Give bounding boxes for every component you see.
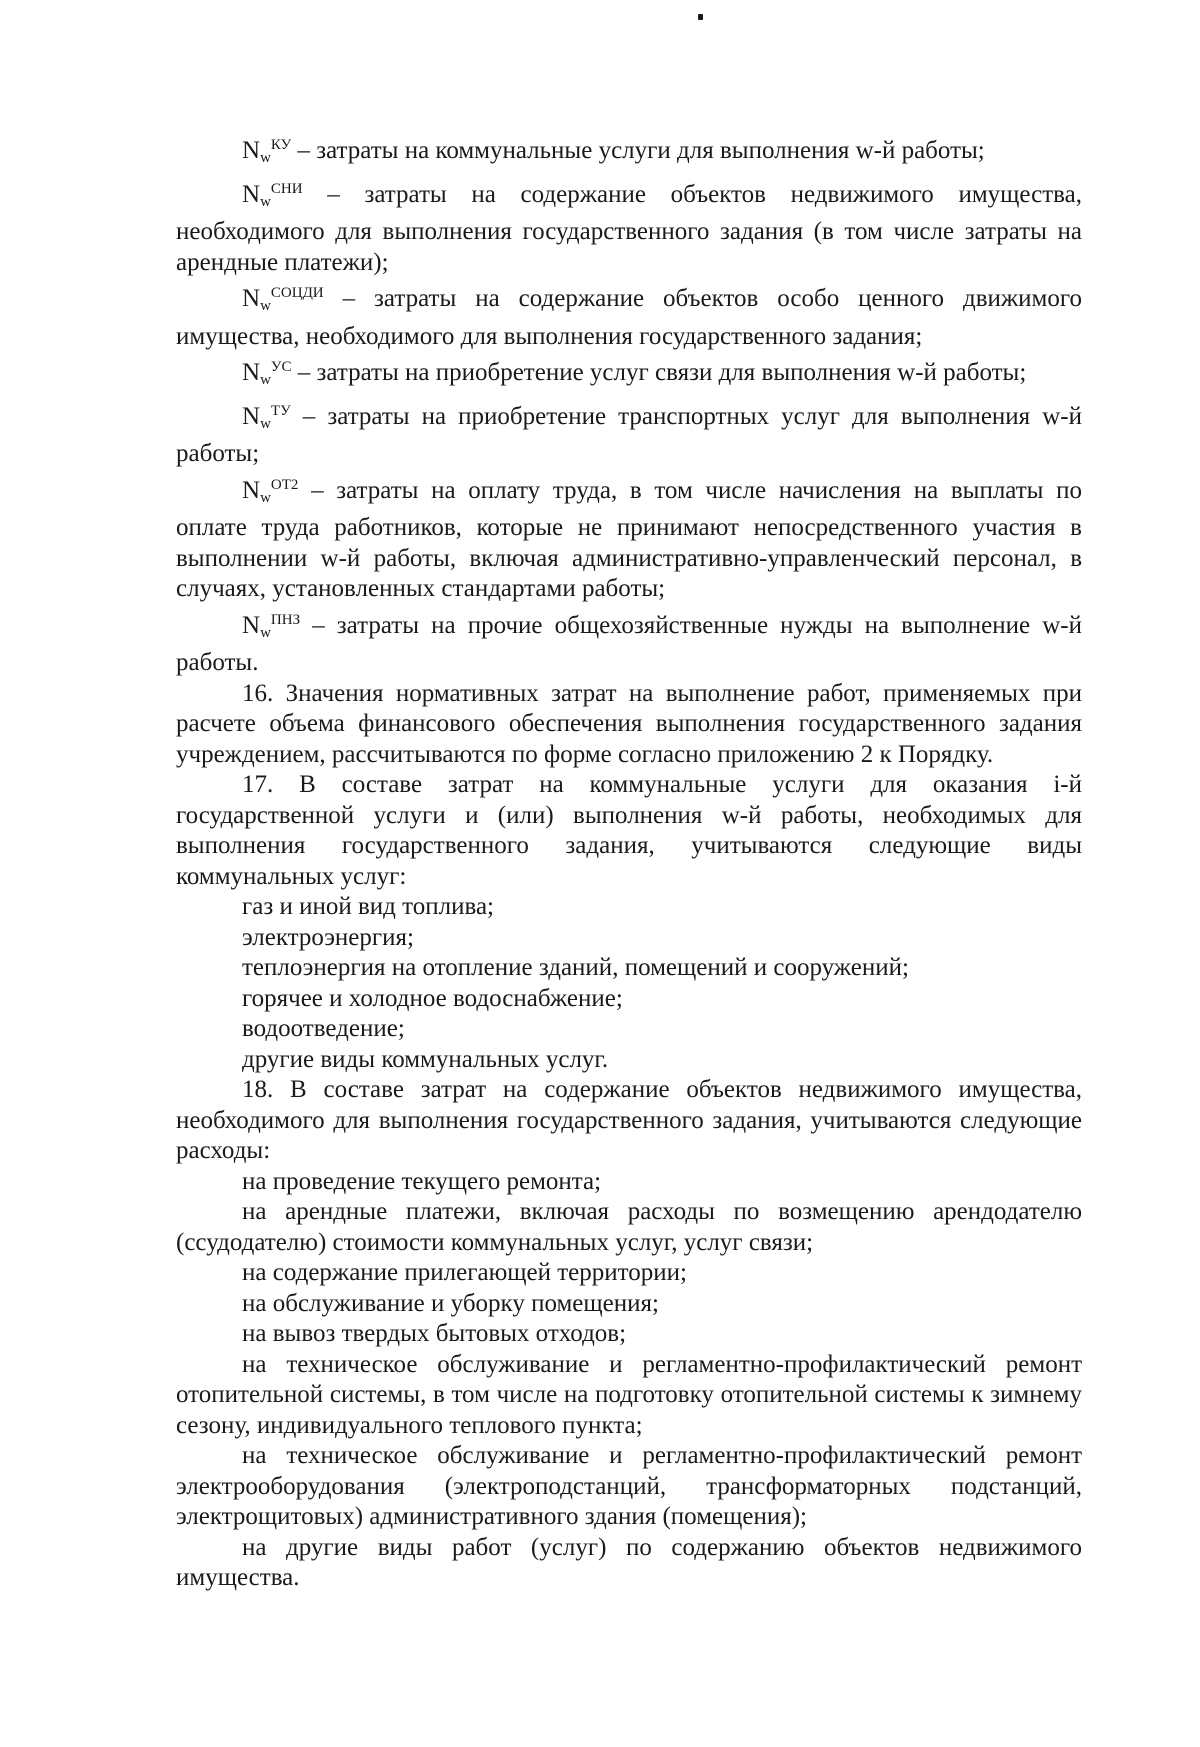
- definition-pnz: $N_w^{ПНЗ}$ – затраты на прочие общехозяйственные нужды на выполнение w-й работы.: [176, 611, 1082, 676]
- document-body: [176, 130, 1082, 1594]
- definition-ku: $N_w^{КУ}$ – затраты на коммунальные услуги для выполнения w-й работы;: [242, 137, 985, 166]
- symbol-n-w-pnz: $N_w^{ПНЗ}$: [242, 611, 301, 641]
- paragraph-18: 18. В составе затрат на содержание объектов недвижимого имущества, необходимого для выполнения государственного задания, учитываются следующие расходы:: [176, 1076, 1082, 1164]
- symbol-n-w-ku: $N_w^{КУ}$: [242, 137, 292, 166]
- symbol-n-w-sni: $N_w^{СНИ}$: [242, 180, 303, 210]
- symbol-n-w-socdi: $N_w^{СОЦДИ}$: [242, 285, 324, 314]
- list-item: электроэнергия;: [242, 923, 414, 951]
- list-item: на техническое обслуживание и регламентно-профилактический ремонт отопительной системы, в том числе на подготовку отопительной системы к зимнему сезону, индивидуального теплового пункта;: [176, 1350, 1082, 1439]
- definition-tu: $N_w^{ТУ}$ – затраты на приобретение транспортных услуг для выполнения w-й работы;: [176, 402, 1082, 467]
- list-item: водоотведение;: [242, 1015, 405, 1042]
- list-item: на содержание прилегающей территории;: [242, 1259, 687, 1286]
- definition-socdi: $N_w^{СОЦДИ}$ – затраты на содержание объектов особо ценного движимого имущества, необходимого для выполнения государственного задания;: [176, 285, 1083, 350]
- definition-us: $N_w^{УС}$ – затраты на приобретение услуг связи для выполнения w-й работы;: [242, 359, 1027, 388]
- paragraph-17: 17. В составе затрат на коммунальные услуги для оказания i-й государственной услуги и (или) выполнения w-й работы, необходимых для выполнения государственного задания, учитываются следующие виды коммунальных услуг:: [176, 771, 1082, 890]
- list-item: на арендные платежи, включая расходы по возмещению арендодателю (ссудодателю) стоимости коммунальных услуг, услуг связи;: [176, 1198, 1082, 1256]
- paragraph-16: 16. Значения нормативных затрат на выполнение работ, применяемых при расчете объема финансового обеспечения выполнения государственного задания учреждением, рассчитываются по форме согласно приложению 2 к Порядку.: [176, 679, 1082, 768]
- list-item: на вывоз твердых бытовых отходов;: [242, 1320, 627, 1347]
- list-item: на проведение текущего ремонта;: [242, 1167, 602, 1195]
- list-item: горячее и холодное водоснабжение;: [242, 984, 623, 1012]
- definition-ot2: $N_w^{ОТ2}$ – затраты на оплату труда, в том числе начисления на выплаты по оплате труда работников, которые не принимают непосредственного участия в выполнении w-й работы, включая административно-управленческий персонал, в случаях, установленных стандартами работы;: [176, 476, 1083, 602]
- page-mark: [698, 14, 703, 20]
- list-item: другие виды коммунальных услуг.: [242, 1045, 609, 1073]
- definition-sni: $N_w^{СНИ}$ – затраты на содержание объектов недвижимого имущества, необходимого для выполнения государственного задания (в том числе затраты на арендные платежи);: [176, 180, 1082, 276]
- list-item: на обслуживание и уборку помещения;: [242, 1289, 659, 1317]
- list-item: на другие виды работ (услуг) по содержанию объектов недвижимого имущества.: [176, 1533, 1082, 1591]
- list-item: газ и иной вид топлива;: [242, 893, 494, 920]
- list-item: теплоэнергия на отопление зданий, помещений и сооружений;: [242, 954, 909, 981]
- symbol-n-w-ot2: $N_w^{ОТ2}$: [242, 476, 299, 506]
- symbol-n-w-us: $N_w^{УС}$: [242, 359, 292, 388]
- symbol-n-w-tu: $N_w^{ТУ}$: [242, 402, 291, 432]
- list-item: на техническое обслуживание и регламентно-профилактический ремонт электрооборудования (электроподстанций, трансформаторных подстанций, электрощитовых) административного здания (помещения);: [176, 1442, 1082, 1530]
